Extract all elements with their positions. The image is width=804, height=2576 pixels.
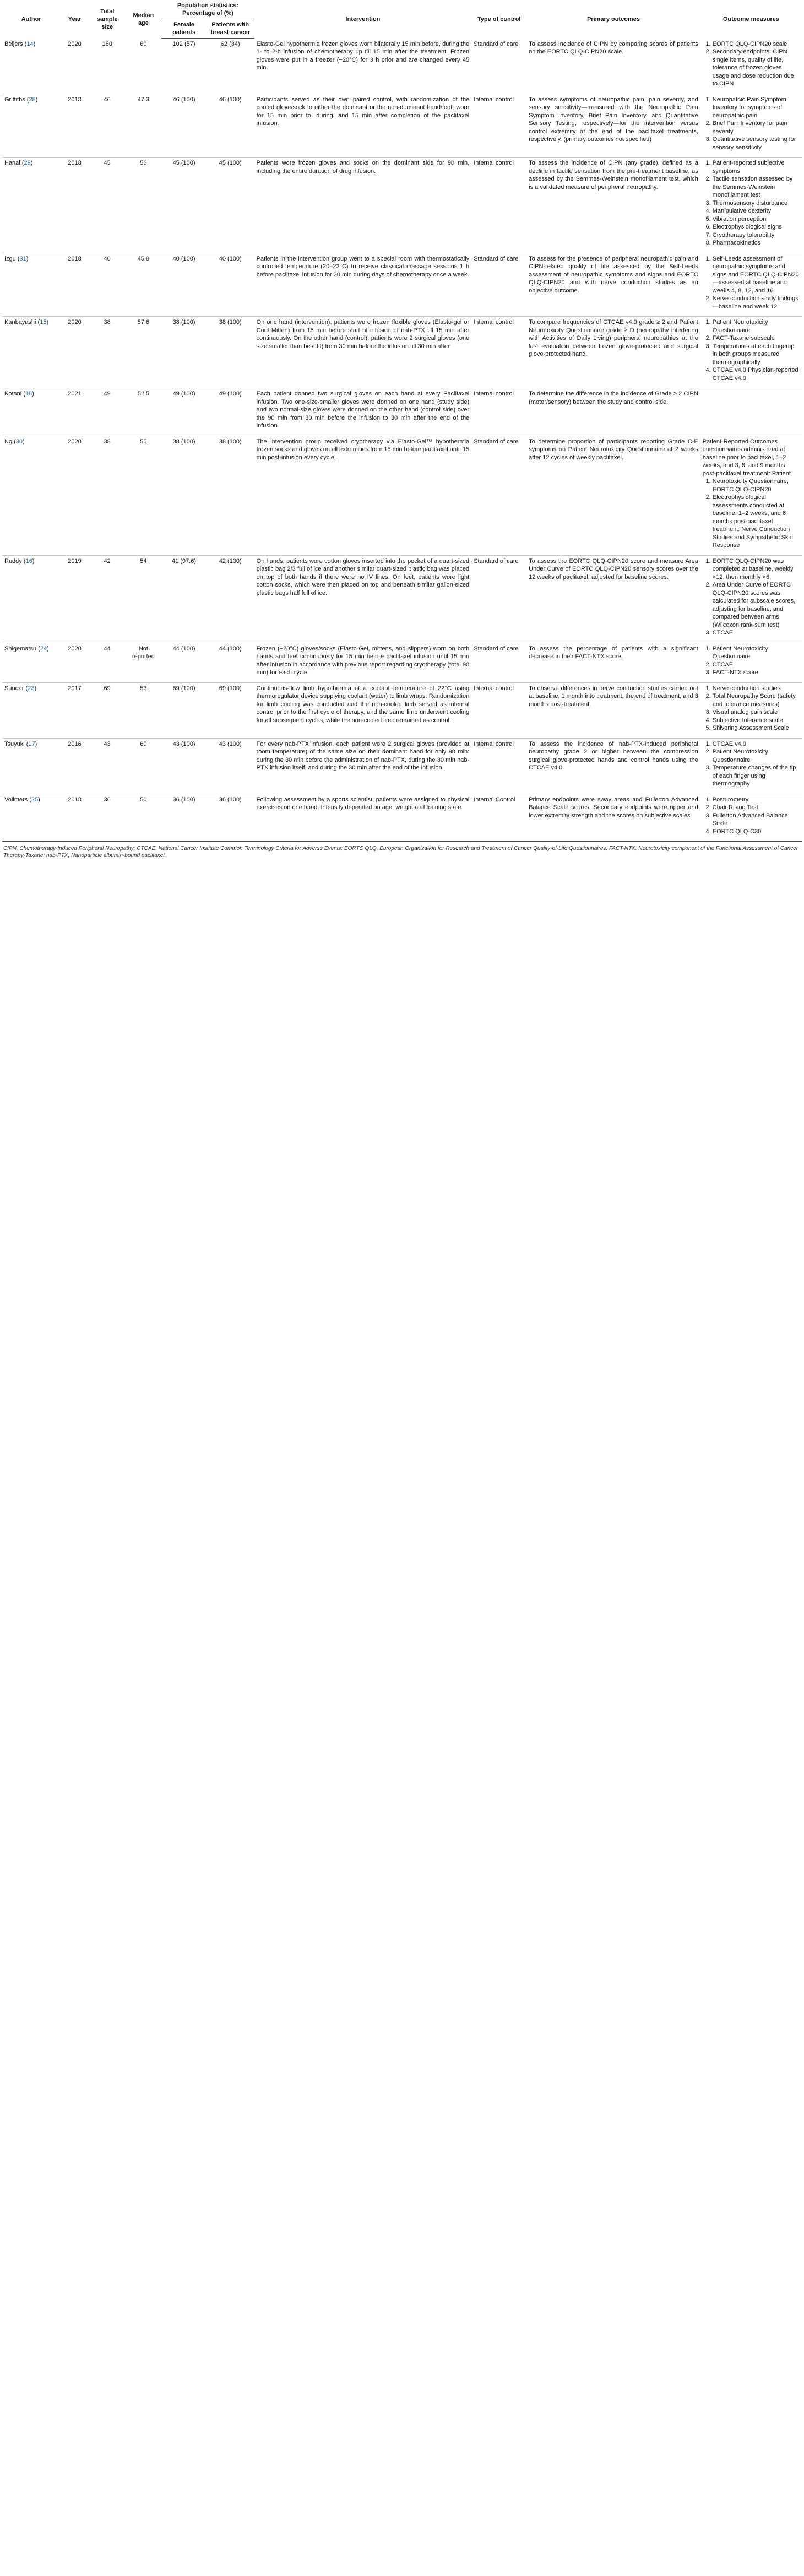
- outcome-measure-item: 1. Neuropathic Pain Symptom Inventory for symptoms of neuropathic pain: [713, 96, 800, 120]
- reference-link[interactable]: 29: [24, 160, 31, 166]
- primary-outcomes-cell: To assess the incidence of CIPN (any grade), defined as a decline in tactile sensation from the pre-treatment baseline, as assessed by the Semmes-Weinstein monofilament test, which is a validated measure of peripheral neuropathy.: [526, 158, 700, 253]
- reference-link[interactable]: 15: [40, 319, 47, 326]
- total-sample-cell: 40: [89, 253, 126, 317]
- outcome-measures-list: [703, 557, 800, 637]
- outcome-measure-item: 3. CTCAE: [713, 629, 800, 637]
- outcome-measures-list: [703, 159, 800, 247]
- female-patients-cell: 69 (100): [161, 682, 207, 738]
- table-header: [2, 0, 802, 39]
- header-type-of-control: Type of control: [477, 15, 521, 23]
- intervention-cell: Patients in the intervention group went to a special room with thermostatically controlled temperature (20–22°C) to receive classical massage sessions 1 h before paclitaxel infusion for 30 min during days of chemotherapy once a week.: [254, 253, 472, 317]
- control-type-cell: Standard of care: [471, 643, 526, 682]
- outcome-measure-item: 1. Posturometry: [713, 796, 800, 804]
- outcome-measure-item: 3. Quantitative sensory testing for sensory sensitivity: [713, 135, 800, 151]
- outcome-measure-item: 3. Thermosensory disturbance: [713, 199, 800, 208]
- author-name: Kanbayashi: [4, 319, 36, 326]
- table-row: [2, 253, 802, 317]
- female-patients-cell: 45 (100): [161, 158, 207, 253]
- breast-cancer-cell: 38 (100): [207, 436, 254, 555]
- outcome-measures-cell: [700, 388, 802, 436]
- intervention-cell: Frozen (−20°C) gloves/socks (Elasto-Gel, mittens, and slippers) worn on both hands and feet continuously for 15 min before paclitaxel infusion until 15 min after infusion in accordance with previous report regarding cryotherapy (total 90 min) for each cycle.: [254, 643, 472, 682]
- author-name: Kotani: [4, 391, 22, 397]
- table-row: [2, 555, 802, 643]
- breast-cancer-cell: 49 (100): [207, 388, 254, 436]
- control-type-cell: Internal control: [471, 738, 526, 794]
- breast-cancer-cell: 42 (100): [207, 555, 254, 643]
- total-sample-cell: 69: [89, 682, 126, 738]
- outcome-measures-list: [703, 96, 800, 152]
- primary-outcomes-cell: To assess the percentage of patients with a significant decrease in their FACT-NTX score.: [526, 643, 700, 682]
- author-cell: Beijers (14): [2, 39, 60, 94]
- primary-outcomes-cell: To assess incidence of CIPN by comparing scores of patients on the EORTC QLQ-CIPN20 scale.: [526, 39, 700, 94]
- control-type-cell: Standard of care: [471, 39, 526, 94]
- control-type-cell: Internal control: [471, 388, 526, 436]
- author-cell: Izgu (31): [2, 253, 60, 317]
- primary-outcomes-cell: To determine proportion of participants reporting Grade C-E symptoms on Patient Neurotoxicity Questionnaire at 2 weeks after 12 cycles of weekly paclitaxel.: [526, 436, 700, 555]
- header-female-patients: Female patients: [161, 19, 207, 39]
- table-footnote: CIPN, Chemotherapy-Induced Peripheral Neuropathy; CTCAE, National Cancer Institute Common Terminology Criteria for Adverse Events; EORTC QLQ, European Organization for Research and Treatment of Cancer Quality-of-Life Questionnaires; FACT-NTX, Neurotoxicity component of the Functional Assessment of Cancer Therapy-Taxane; nab-PTX, Nanoparticle albumin-bound paclitaxel.: [3, 845, 798, 859]
- primary-outcomes-cell: To compare frequencies of CTCAE v4.0 grade ≥ 2 and Patient Neurotoxicity Questionnaire grade ≥ D (neuropathy interfering with Activities of Daily Living) peripheral neuropathies at the last evaluation between frozen glove-protected and surgical glove-protected hand.: [526, 317, 700, 388]
- breast-cancer-cell: 44 (100): [207, 643, 254, 682]
- outcome-measure-item: 3. Temperatures at each fingertip in both groups measured thermographically: [713, 343, 800, 367]
- intervention-cell: On one hand (intervention), patients wore frozen flexible gloves (Elasto-gel or Cool Mitten) from 15 min before start of infusion of nab-PTX till 15 min after continuously. On the other hand (control), patients wore 2 surgical gloves (one size smaller than best fit) from 30 min before the infusion till 30 min after.: [254, 317, 472, 388]
- outcome-measure-item: 5. Vibration perception: [713, 215, 800, 224]
- author-name: Shigematsu: [4, 645, 37, 652]
- table-row: [2, 738, 802, 794]
- breast-cancer-cell: 36 (100): [207, 794, 254, 842]
- year-cell: 2020: [60, 39, 89, 94]
- year-cell: 2019: [60, 555, 89, 643]
- outcome-measures-list: [703, 318, 800, 382]
- median-age-cell: 47.3: [126, 94, 162, 158]
- primary-outcomes-cell: To assess the EORTC QLQ-CIPN20 score and measure Area Under Curve of EORTC QLQ-CIPN20 sensory scores over the 12 weeks of paclitaxel, adjusted for baseline scores.: [526, 555, 700, 643]
- median-age-cell: 53: [126, 682, 162, 738]
- median-age-cell: 60: [126, 738, 162, 794]
- table-row: [2, 94, 802, 158]
- control-type-cell: Internal Control: [471, 794, 526, 842]
- intervention-cell: Elasto-Gel hypothermia frozen gloves worn bilaterally 15 min before, during the 1- to 2-h infusion of chemotherapy up till 15 min after the treatment. Frozen gloves were put in a freezer (−20°C) for 3 h prior and are changed every 45 min.: [254, 39, 472, 94]
- primary-outcomes-cell: Primary endpoints were sway areas and Fullerton Advanced Balance Scale scores. Secondary endpoints were upper and lower extremity strength and the scores on subjective scales: [526, 794, 700, 842]
- intervention-cell: On hands, patients wore cotton gloves inserted into the pocket of a quart-sized plastic bag 2/3 full of ice and another similar quart-sized plastic bag was placed on top of both hands if there were no IV lines. On feet, patients wore light cotton socks, which were then placed on top and beneath similar gallon-sized plastic bags half full of ice.: [254, 555, 472, 643]
- outcome-measure-item: 2. Electrophysiological assessments conducted at baseline, 1–2 weeks, and 6 months post-paclitaxel treatment: Nerve Conduction Studies and Sympathetic Skin Response: [713, 493, 800, 550]
- outcome-measure-item: 3. Fullerton Advanced Balance Scale: [713, 812, 800, 828]
- median-age-cell: 50: [126, 794, 162, 842]
- outcome-measure-item: 4. EORTC QLQ-C30: [713, 828, 800, 836]
- table-body: [2, 39, 802, 842]
- control-type-cell: Internal control: [471, 158, 526, 253]
- total-sample-cell: 49: [89, 388, 126, 436]
- outcome-measure-item: 2. Chair Rising Test: [713, 804, 800, 812]
- table-row: [2, 643, 802, 682]
- header-patients-breast-cancer: Patients with breast cancer: [207, 19, 254, 39]
- outcome-measure-item: 1. EORTC QLQ-CIPN20 scale: [713, 40, 800, 48]
- author-name: Griffiths: [4, 96, 25, 103]
- median-age-cell: 45.8: [126, 253, 162, 317]
- outcome-measure-item: 3. Temperature changes of the tip of each finger using thermography: [713, 764, 800, 788]
- breast-cancer-cell: 40 (100): [207, 253, 254, 317]
- outcome-measures-list: [703, 255, 800, 311]
- author-cell: Vollmers (25): [2, 794, 60, 842]
- page: [0, 0, 804, 859]
- year-cell: 2021: [60, 388, 89, 436]
- control-type-cell: Internal control: [471, 317, 526, 388]
- outcome-measures-cell: [700, 158, 802, 253]
- total-sample-cell: 180: [89, 39, 126, 94]
- author-cell: Shigematsu (24): [2, 643, 60, 682]
- reference-link[interactable]: 14: [26, 40, 34, 47]
- outcome-measures-cell: [700, 794, 802, 842]
- control-type-cell: Internal control: [471, 94, 526, 158]
- breast-cancer-cell: 46 (100): [207, 94, 254, 158]
- outcome-measure-item: 1. Nerve conduction studies: [713, 685, 800, 693]
- outcome-measures-cell: [700, 94, 802, 158]
- outcome-measure-item: 1. CTCAE v4.0: [713, 740, 800, 749]
- primary-outcomes-cell: To assess for the presence of peripheral neuropathic pain and CIPN-related quality of life assessed by the Self-Leeds assessment of neuropathic symptoms and signs and EORTC QLQ-CIPN20 and with nerve conduction studies as an objective outcome.: [526, 253, 700, 317]
- outcome-measure-item: 2. Nerve conduction study findings—baseline and week 12: [713, 295, 800, 311]
- outcome-measure-item: 4. CTCAE v4.0 Physician-reported CTCAE v4.0: [713, 366, 800, 382]
- outcome-measures-list: [703, 478, 800, 550]
- outcome-measures-cell: [700, 555, 802, 643]
- author-name: Hanai: [4, 160, 20, 166]
- total-sample-cell: 38: [89, 436, 126, 555]
- year-cell: 2020: [60, 317, 89, 388]
- author-cell: Kanbayashi (15): [2, 317, 60, 388]
- outcome-measures-list: [703, 796, 800, 836]
- female-patients-cell: 41 (97.6): [161, 555, 207, 643]
- year-cell: 2018: [60, 794, 89, 842]
- reference-link[interactable]: 18: [25, 391, 32, 397]
- control-type-cell: Standard of care: [471, 436, 526, 555]
- breast-cancer-cell: 43 (100): [207, 738, 254, 794]
- female-patients-cell: 46 (100): [161, 94, 207, 158]
- outcome-measure-item: 2. Patient Neurotoxicity Questionnaire: [713, 748, 800, 764]
- outcome-measure-item: 2. Brief Pain Inventory for pain severity: [713, 120, 800, 135]
- female-patients-cell: 36 (100): [161, 794, 207, 842]
- table-row: [2, 158, 802, 253]
- outcome-measures-intro: Patient-Reported Outcomes questionnaires administered at baseline prior to paclitaxel, 1–2 weeks, and 3, 6, and 9 months post-paclitaxel treatment: Patient: [702, 438, 791, 477]
- table-row: [2, 39, 802, 94]
- author-name: Ng: [4, 438, 13, 445]
- control-type-cell: Standard of care: [471, 555, 526, 643]
- outcome-measure-item: 1. Patient-reported subjective symptoms: [713, 159, 800, 175]
- outcome-measure-item: 1. EORTC QLQ-CIPN20 was completed at baseline, weekly ×12, then monthly ×6: [713, 557, 800, 582]
- header-year: Year: [68, 15, 82, 23]
- header-primary-outcomes: Primary outcomes: [586, 15, 640, 23]
- outcome-measure-item: 1. Patient Neurotoxicity Questionnaire: [713, 645, 800, 661]
- female-patients-cell: 38 (100): [161, 317, 207, 388]
- outcome-measure-item: 2. Tactile sensation assessed by the Semmes-Weinstein monofilament test: [713, 175, 800, 199]
- author-cell: Tsuyuki (17): [2, 738, 60, 794]
- breast-cancer-cell: 45 (100): [207, 158, 254, 253]
- control-type-cell: Internal control: [471, 682, 526, 738]
- intervention-cell: The intervention group received cryotherapy via Elasto-Gel™ hypothermia frozen socks and gloves on all extremities from 15 min before paclitaxel until 15 min post-infusion every cycle.: [254, 436, 472, 555]
- outcome-measures-cell: [700, 317, 802, 388]
- reference-link[interactable]: 23: [28, 685, 35, 692]
- year-cell: 2018: [60, 253, 89, 317]
- outcome-measure-item: 2. FACT-Taxane subscale: [713, 334, 800, 343]
- outcome-measure-item: 4. Manipulative dexterity: [713, 207, 800, 215]
- header-total-sample-size: Total sample size: [96, 8, 118, 30]
- studies-table: [2, 0, 802, 842]
- outcome-measures-cell: [700, 39, 802, 94]
- outcome-measures-list: [703, 40, 800, 88]
- outcome-measure-item: 7. Cryotherapy tolerability: [713, 231, 800, 240]
- female-patients-cell: 44 (100): [161, 643, 207, 682]
- outcome-measure-item: 3. Visual analog pain scale: [713, 708, 800, 717]
- primary-outcomes-cell: To observe differences in nerve conduction studies carried out at baseline, 1 month into treatment, the end of treatment, and 3 months post-treatment.: [526, 682, 700, 738]
- outcome-measure-item: 1. Neurotoxicity Questionnaire, EORTC QLQ-CIPN20: [713, 478, 800, 493]
- reference-link[interactable]: 30: [15, 438, 23, 445]
- author-name: Vollmers: [4, 796, 28, 803]
- total-sample-cell: 44: [89, 643, 126, 682]
- outcome-measure-item: 2. Total Neuropathy Score (safety and tolerance measures): [713, 692, 800, 708]
- outcome-measures-cell: [700, 738, 802, 794]
- header-author: Author: [21, 15, 41, 23]
- author-name: Sundar: [4, 685, 24, 692]
- author-cell: Ruddy (16): [2, 555, 60, 643]
- outcome-measure-item: 8. Pharmacokinetics: [713, 239, 800, 247]
- outcome-measure-item: 2. Area Under Curve of EORTC QLQ-CIPN20 scores was calculated for subscale scores, adjusting for baseline, and compared between arms (Wilcoxon rank-sum test): [713, 581, 800, 629]
- total-sample-cell: 42: [89, 555, 126, 643]
- total-sample-cell: 43: [89, 738, 126, 794]
- year-cell: 2016: [60, 738, 89, 794]
- author-cell: Hanai (29): [2, 158, 60, 253]
- author-name: Beijers: [4, 40, 23, 47]
- intervention-cell: Each patient donned two surgical gloves on each hand at every Paclitaxel infusion. Two one-size-smaller gloves were donned on one hand (study side) and two normal-size gloves were donned on the other hand (control side) over the 90 min from 30 min before the infusion to 30 min after the end of the infusion.: [254, 388, 472, 436]
- outcome-measure-item: 1. Patient Neurotoxicity Questionnaire: [713, 318, 800, 334]
- reference-link[interactable]: 28: [29, 96, 36, 103]
- female-patients-cell: 40 (100): [161, 253, 207, 317]
- header-median-age: Median age: [133, 12, 154, 26]
- year-cell: 2020: [60, 643, 89, 682]
- median-age-cell: Not reported: [126, 643, 162, 682]
- outcome-measures-cell: [700, 682, 802, 738]
- author-cell: Griffiths (28): [2, 94, 60, 158]
- outcome-measures-cell: [700, 436, 802, 555]
- outcome-measure-item: 2. CTCAE: [713, 661, 800, 669]
- intervention-cell: For every nab-PTX infusion, each patient wore 2 surgical gloves (provided at room temperature) of the same size on their dominant hand for only 90 min: during the 30 min before the administration of nab-PTX, during the 30 min nab-PTX infusion itself, and during the 30 min after the end of the infusion.: [254, 738, 472, 794]
- primary-outcomes-cell: To determine the difference in the incidence of Grade ≥ 2 CIPN (motor/sensory) between the study and control side.: [526, 388, 700, 436]
- median-age-cell: 52.5: [126, 388, 162, 436]
- reference-link[interactable]: 17: [28, 740, 35, 747]
- reference-link[interactable]: 25: [31, 796, 39, 803]
- median-age-cell: 56: [126, 158, 162, 253]
- author-name: Ruddy: [4, 557, 22, 565]
- header-outcome-measures: Outcome measures: [722, 15, 779, 23]
- outcome-measures-list: [703, 740, 800, 788]
- intervention-cell: Continuous-flow limb hypothermia at a coolant temperature of 22°C using thermoregulator device supplying coolant (water) to limb wraps. Randomization for limb cooling was conducted and the non-cooled limb served as internal control prior to the first cycle of therapy, and the same limb underwent cooling for all subsequent cycles, while the non-cooled limb remained as control.: [254, 682, 472, 738]
- female-patients-cell: 38 (100): [161, 436, 207, 555]
- outcome-measures-cell: [700, 253, 802, 317]
- intervention-cell: Participants served as their own paired control, with randomization of the cooled glove/sock to either the dominant or the non-dominant hand/foot, worn for 15 min prior to, during, and 15 min after completion of the paclitaxel infusion.: [254, 94, 472, 158]
- table-row: [2, 388, 802, 436]
- primary-outcomes-cell: To assess symptoms of neuropathic pain, pain severity, and sensory sensitivity—measured with the Neuropathic Pain Symptom Inventory, Brief Pain Inventory, and Quantitative Sensory Testing, respectively—for the intervention versus control extremity at the end of the paclitaxel treatments, respectively. (primary outcomes not specified): [526, 94, 700, 158]
- outcome-measure-item: 2. Secondary endpoints: CIPN single items, quality of life, tolerance of frozen gloves usage and dose reduction due to CIPN: [713, 48, 800, 88]
- year-cell: 2017: [60, 682, 89, 738]
- author-cell: Sundar (23): [2, 682, 60, 738]
- outcome-measure-item: 5. Shivering Assessment Scale: [713, 724, 800, 733]
- table-row: [2, 436, 802, 555]
- year-cell: 2018: [60, 94, 89, 158]
- intervention-cell: Following assessment by a sports scientist, patients were assigned to physical exercises on one hand. Intensity depended on age, weight and training state.: [254, 794, 472, 842]
- breast-cancer-cell: 38 (100): [207, 317, 254, 388]
- intervention-cell: Patients wore frozen gloves and socks on the dominant side for 90 min, including the entire duration of drug infusion.: [254, 158, 472, 253]
- header-intervention: Intervention: [345, 15, 381, 23]
- breast-cancer-cell: 62 (34): [207, 39, 254, 94]
- header-population-stats: Population statistics: Percentage of (%): [161, 0, 254, 19]
- author-cell: Kotani (18): [2, 388, 60, 436]
- total-sample-cell: 36: [89, 794, 126, 842]
- outcome-measure-item: 1. Self-Leeds assessment of neuropathic symptoms and signs and EORTC QLQ-CIPN20—assessed at baseline and weeks 4, 8, 12, and 16.: [713, 255, 800, 295]
- total-sample-cell: 46: [89, 94, 126, 158]
- reference-link[interactable]: 31: [19, 255, 26, 262]
- reference-link[interactable]: 24: [40, 645, 47, 652]
- female-patients-cell: 102 (57): [161, 39, 207, 94]
- female-patients-cell: 49 (100): [161, 388, 207, 436]
- table-row: [2, 682, 802, 738]
- outcome-measure-item: 3. FACT-NTX score: [713, 669, 800, 677]
- total-sample-cell: 38: [89, 317, 126, 388]
- female-patients-cell: 43 (100): [161, 738, 207, 794]
- outcome-measure-item: 4. Subjective tolerance scale: [713, 717, 800, 725]
- median-age-cell: 54: [126, 555, 162, 643]
- table-row: [2, 794, 802, 842]
- outcome-measures-list: [703, 685, 800, 733]
- year-cell: 2018: [60, 158, 89, 253]
- reference-link[interactable]: 16: [25, 557, 32, 565]
- author-cell: Ng (30): [2, 436, 60, 555]
- outcome-measures-cell: [700, 643, 802, 682]
- author-name: Tsuyuki: [4, 740, 25, 747]
- table-row: [2, 317, 802, 388]
- median-age-cell: 60: [126, 39, 162, 94]
- primary-outcomes-cell: To assess the incidence of nab-PTX-induced peripheral neuropathy grade 2 or higher between the compression surgical glove-protected hands and control hands using the CTCAE v4.0.: [526, 738, 700, 794]
- breast-cancer-cell: 69 (100): [207, 682, 254, 738]
- total-sample-cell: 45: [89, 158, 126, 253]
- year-cell: 2020: [60, 436, 89, 555]
- control-type-cell: Standard of care: [471, 253, 526, 317]
- median-age-cell: 57.6: [126, 317, 162, 388]
- median-age-cell: 55: [126, 436, 162, 555]
- outcome-measure-item: 6. Electrophysiological signs: [713, 223, 800, 231]
- author-name: Izgu: [4, 255, 16, 262]
- outcome-measures-list: [703, 645, 800, 677]
